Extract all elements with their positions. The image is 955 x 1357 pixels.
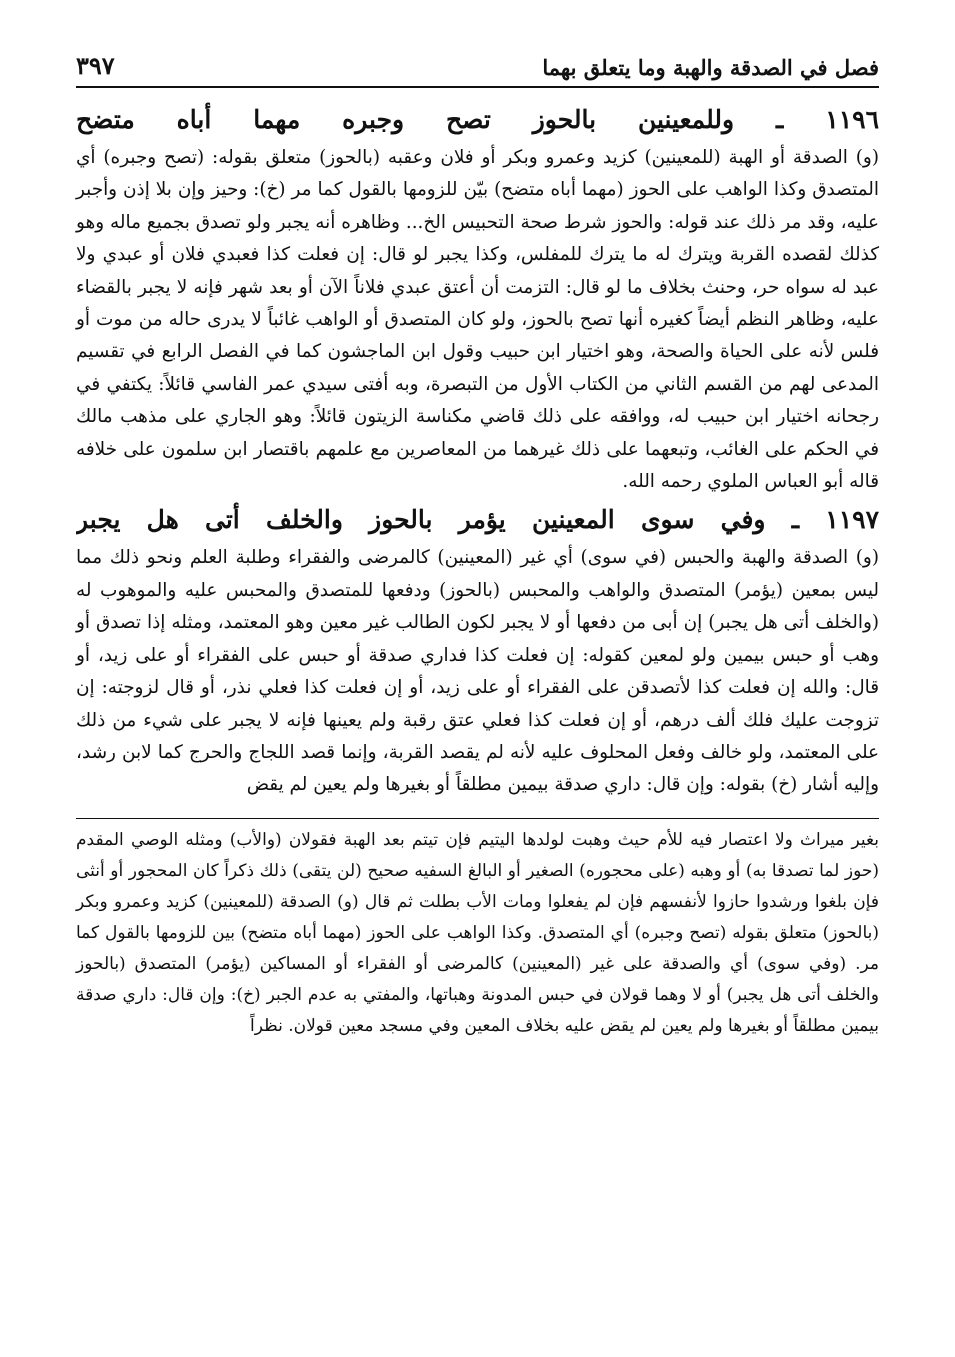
verse-1197: ١١٩٧ ـ وفي سوى المعينين يؤمر بالحوز والخلف أتى هل يجبر	[76, 505, 879, 535]
commentary-1196: (و) الصدقة أو الهبة (للمعينين) كزيد وعمرو وبكر أو فلان وعقبه (بالحوز) متعلق بقوله: (تصح وجبره) أي المتصدق وكذا الواهب على الحوز (مهما أباه متضح) بيّن للزومها بالقول كما مر (خ): وحيز وإن بلا إذن وأجبر عليه، وقد مر ذلك عند قوله: والحوز شرط صحة التحبيس الخ... وظاهره أنه يجبر ولو تصدق بجميع ماله وهو كذلك لقصده القربة ويترك له ما يترك للمفلس، وكذا يجبر لو قال: إن فعلت كذا فعبدي فلان أو عبدي ولا عبد له سواه حر، وحنث بخلاف ما لو قال: التزمت أن أعتق عبدي فلاناً الآن أو بعد شهر فإنه لا يجبر بالقضاء عليه، وظاهر النظم أيضاً كغيره أنها تصح بالحوز، ولو كان المتصدق أو الواهب غائباً لا يدرى حاله من موت أو فلس لأنه على الحياة والصحة، وهو اختيار ابن حبيب وقول ابن الماجشون كما في الفصل الرابع في تقسيم المدعى لهم من القسم الثاني من الكتاب الأول من التبصرة، وبه أفتى سيدي عمر الفاسي قائلاً: يكتفي في رجحانه اختيار ابن حبيب له، ووافقه على ذلك قاضي مكناسة الزيتون قائلاً: وهو الجاري على مذهب مالك في الحكم على الغائب، وتبعهما على ذلك غيرهما من المعاصرين مع علمهم باقتصار ابن سلمون على خلافه قاله أبو العباس الملوي رحمه الله.	[76, 147, 879, 493]
footnote-divider	[76, 818, 879, 819]
commentary-1197: (و) الصدقة والهبة والحبس (في سوى) أي غير (المعينين) كالمرضى والفقراء وطلبة العلم ونحو ذلك مما ليس بمعين (يؤمر) المتصدق والواهب والمحبس (بالحوز) ودفعها للمتصدق والمحبس عليه والموهوب له (والخلف أتى هل يجبر) إن أبى من دفعها أو لا يجبر لكون الطالب غير معين وهو المعتمد، ومثله إذا تصدق أو وهب أو حبس بيمين ولو لمعين كقوله: إن فعلت كذا فداري صدقة أو حبس على الفقراء أو على زيد، أو قال: والله إن فعلت كذا لأتصدقن على الفقراء أو على زيد، أو إن فعلت كذا فعلي نذر، أو قال لزوجته: إن تزوجت عليك فلك ألف درهم، أو إن فعلت كذا فعلي عتق رقبة ولم يعينها فإنه لا يجبر على شيء من ذلك على المعتمد، ولو خالف وفعل المحلوف عليه لأنه لم يقصد القربة، وإنما قصد اللجاج والحرج كما لابن رشد، وإليه أشار (خ) بقوله: وإن قال: داري صدقة بيمين مطلقاً أو بغيرها ولم يعين لم يقض	[76, 547, 879, 796]
page-header	[76, 44, 879, 88]
verse-1196: ١١٩٦ ـ وللمعينين بالحوز تصح وجبره مهما أباه متضح	[76, 105, 879, 134]
chapter-title: فصل في الصدقة والهبة وما يتعلق بهما	[542, 55, 879, 80]
page-number: ٣٩٧	[76, 51, 115, 80]
footnote-text: بغير ميراث ولا اعتصار فيه للأم حيث وهبت لولدها اليتيم فإن تيتم بعد الهبة فقولان (والأب) ومثله الوصي المقدم (حوز لما تصدقا به) أو وهبه (على محجوره) الصغير أو البالغ السفيه صحيح (لن يتقى) ذلك ذكراً كان المحجور أو أنثى فإن بلغوا ورشدوا حازوا لأنفسهم فإن لم يفعلوا ومات الأب بطلت ثم قال (و) الصدقة (للمعينين) كزيد وعمرو وبكر (بالحوز) متعلق بقوله (تصح وجبره) أي المتصدق. وكذا الواهب على الحوز (مهما أباه متضح) بين للزومها بالقول كما مر. (وفي سوى) أي والصدقة على غير (المعينين) كالمرضى أو الفقراء أو المساكين (يؤمر) المتصدق (بالحوز والخلف أتى هل يجبر) أو لا وهما قولان في حبس المدونة وهباتها، والمفتي به عدم الجبر (خ): وإن قال: داري صدقة بيمين مطلقاً أو بغيرها ولم يعين لم يقض عليه بخلاف المعين وفي مسجد معين قولان. نظراً	[76, 829, 879, 1036]
